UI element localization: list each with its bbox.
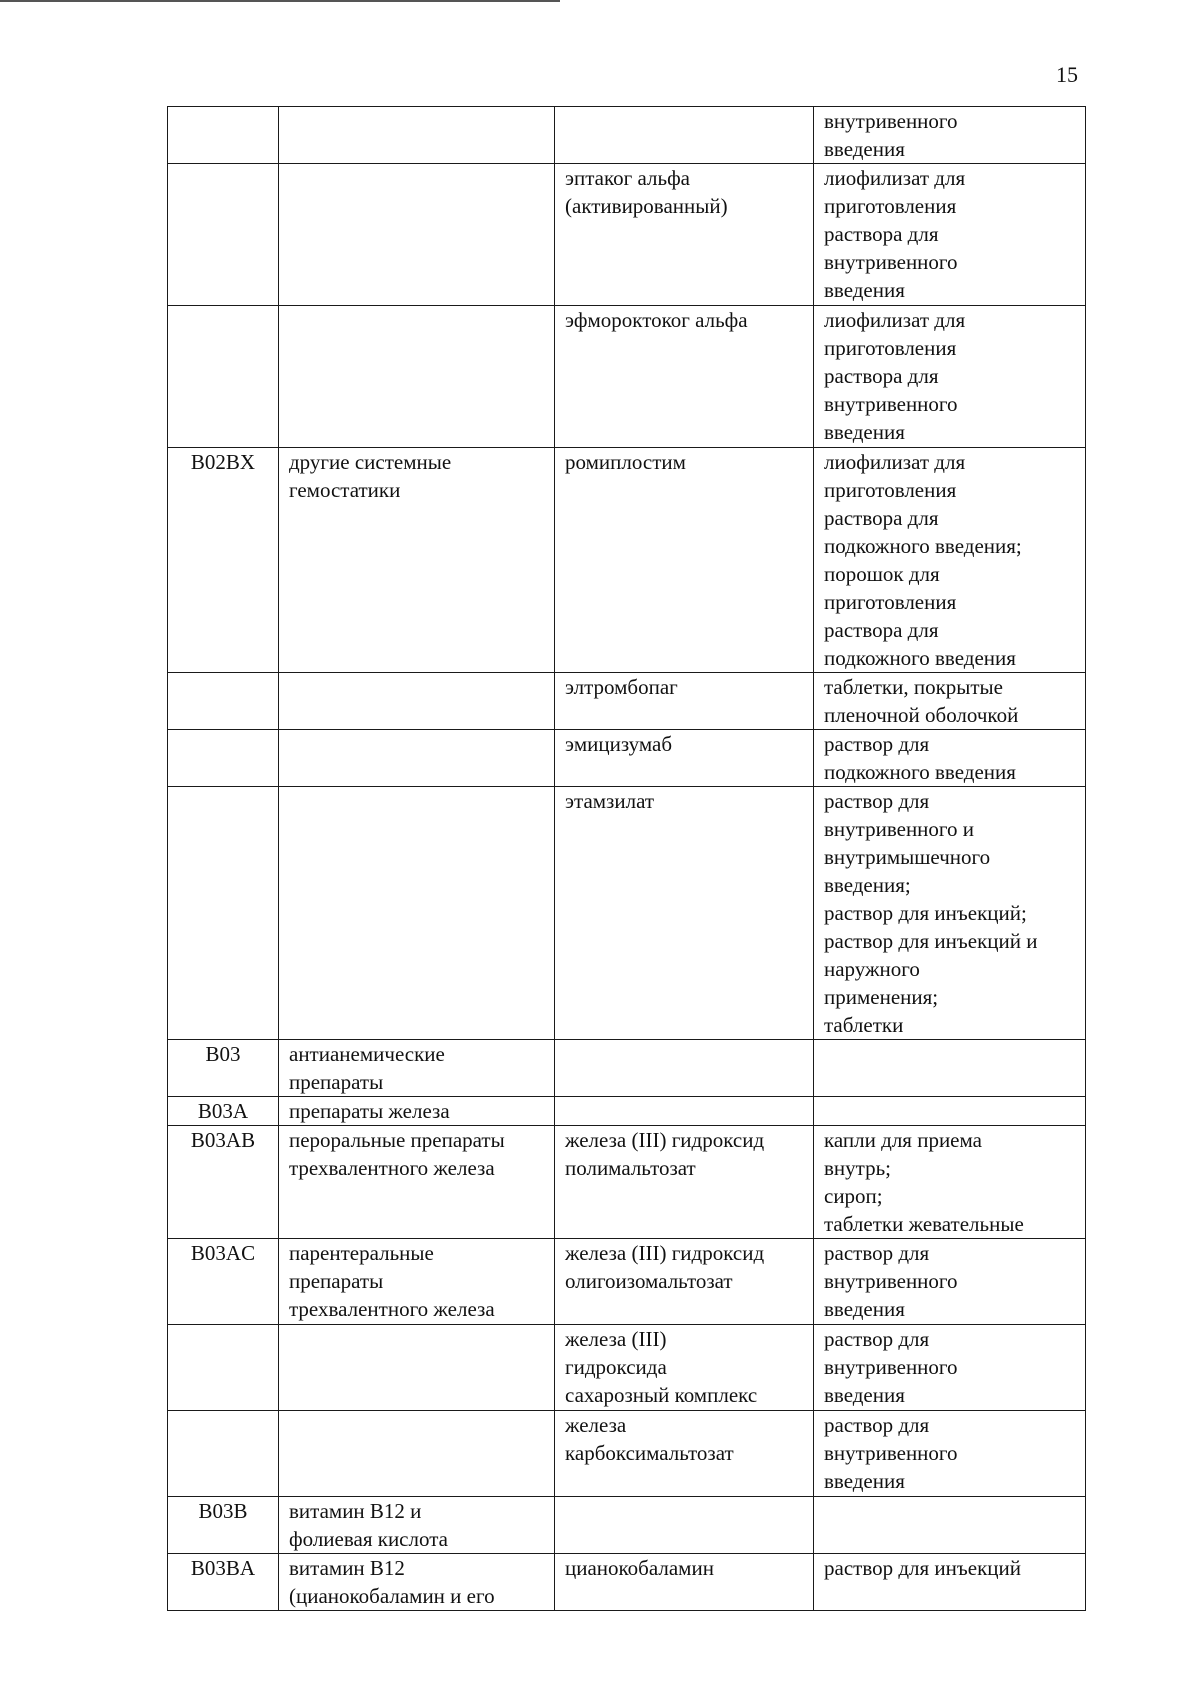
drug-name-cell: эптаког альфа (активированный)	[555, 164, 814, 306]
page-number: 15	[1056, 62, 1078, 87]
atc-code-cell	[168, 787, 279, 1040]
atc-code-cell: B02BX	[168, 448, 279, 673]
dosage-form-cell	[814, 1097, 1086, 1126]
drug-name-cell: цианокобаламин	[555, 1554, 814, 1611]
table-row	[168, 1126, 1086, 1239]
table-row	[168, 673, 1086, 730]
drug-name-cell: эфмороктоког альфа	[555, 306, 814, 448]
group-name-cell	[279, 1411, 555, 1497]
drug-name-cell: этамзилат	[555, 787, 814, 1040]
dosage-form-cell: раствор для подкожного введения	[814, 730, 1086, 787]
atc-code-cell: B03AB	[168, 1126, 279, 1239]
drug-name-cell: ромиплостим	[555, 448, 814, 673]
table-row	[168, 448, 1086, 673]
atc-code-cell	[168, 730, 279, 787]
drug-name-cell	[555, 1097, 814, 1126]
group-name-cell	[279, 730, 555, 787]
group-name-cell	[279, 107, 555, 164]
drug-name-cell	[555, 1040, 814, 1097]
group-name-cell	[279, 787, 555, 1040]
drug-name-cell: элтромбопаг	[555, 673, 814, 730]
dosage-form-cell: капли для приема внутрь; сироп; таблетки жевательные	[814, 1126, 1086, 1239]
atc-code-cell	[168, 673, 279, 730]
atc-code-cell	[168, 164, 279, 306]
table-row	[168, 1411, 1086, 1497]
table-row	[168, 306, 1086, 448]
atc-code-cell: B03BA	[168, 1554, 279, 1611]
atc-code-cell	[168, 306, 279, 448]
table-row	[168, 164, 1086, 306]
group-name-cell: парентеральные препараты трехвалентного железа	[279, 1239, 555, 1325]
group-name-cell: антианемические препараты	[279, 1040, 555, 1097]
group-name-cell	[279, 673, 555, 730]
group-name-cell: витамин В12 (цианокобаламин и его	[279, 1554, 555, 1611]
drug-name-cell: железа (III) гидроксида сахарозный комплекс	[555, 1325, 814, 1411]
drug-name-cell: железа карбоксимальтозат	[555, 1411, 814, 1497]
atc-code-cell	[168, 107, 279, 164]
table-row	[168, 1097, 1086, 1126]
dosage-form-cell: таблетки, покрытые пленочной оболочкой	[814, 673, 1086, 730]
dosage-form-cell: внутривенного введения	[814, 107, 1086, 164]
group-name-cell: препараты железа	[279, 1097, 555, 1126]
table-row	[168, 1554, 1086, 1611]
group-name-cell: другие системные гемостатики	[279, 448, 555, 673]
drug-name-cell: железа (III) гидроксид олигоизомальтозат	[555, 1239, 814, 1325]
atc-code-cell: B03	[168, 1040, 279, 1097]
table-row	[168, 787, 1086, 1040]
dosage-form-cell: лиофилизат для приготовления раствора для подкожного введения; порошок для приготовления раствора для подкожного введения	[814, 448, 1086, 673]
drug-name-cell	[555, 107, 814, 164]
dosage-form-cell: раствор для внутривенного введения	[814, 1325, 1086, 1411]
group-name-cell	[279, 164, 555, 306]
group-name-cell	[279, 1325, 555, 1411]
drug-table	[167, 106, 1086, 1611]
atc-code-cell	[168, 1325, 279, 1411]
dosage-form-cell: раствор для внутривенного введения	[814, 1411, 1086, 1497]
top-rule	[0, 0, 560, 2]
table-row	[168, 1040, 1086, 1097]
table-row	[168, 730, 1086, 787]
group-name-cell: витамин В12 и фолиевая кислота	[279, 1497, 555, 1554]
dosage-form-cell: раствор для внутривенного и внутримышечного введения; раствор для инъекций; раствор для инъекций и наружного применения; таблетки	[814, 787, 1086, 1040]
drug-name-cell: железа (III) гидроксид полимальтозат	[555, 1126, 814, 1239]
drug-name-cell: эмицизумаб	[555, 730, 814, 787]
atc-code-cell: B03AC	[168, 1239, 279, 1325]
drug-name-cell	[555, 1497, 814, 1554]
group-name-cell	[279, 306, 555, 448]
table-row	[168, 107, 1086, 164]
table-row	[168, 1497, 1086, 1554]
atc-code-cell: B03B	[168, 1497, 279, 1554]
table-row	[168, 1325, 1086, 1411]
dosage-form-cell: лиофилизат для приготовления раствора для внутривенного введения	[814, 306, 1086, 448]
dosage-form-cell: раствор для внутривенного введения	[814, 1239, 1086, 1325]
dosage-form-cell: лиофилизат для приготовления раствора для внутривенного введения	[814, 164, 1086, 306]
dosage-form-cell	[814, 1497, 1086, 1554]
group-name-cell: пероральные препараты трехвалентного железа	[279, 1126, 555, 1239]
atc-code-cell: B03A	[168, 1097, 279, 1126]
atc-code-cell	[168, 1411, 279, 1497]
dosage-form-cell	[814, 1040, 1086, 1097]
table-row	[168, 1239, 1086, 1325]
dosage-form-cell: раствор для инъекций	[814, 1554, 1086, 1611]
